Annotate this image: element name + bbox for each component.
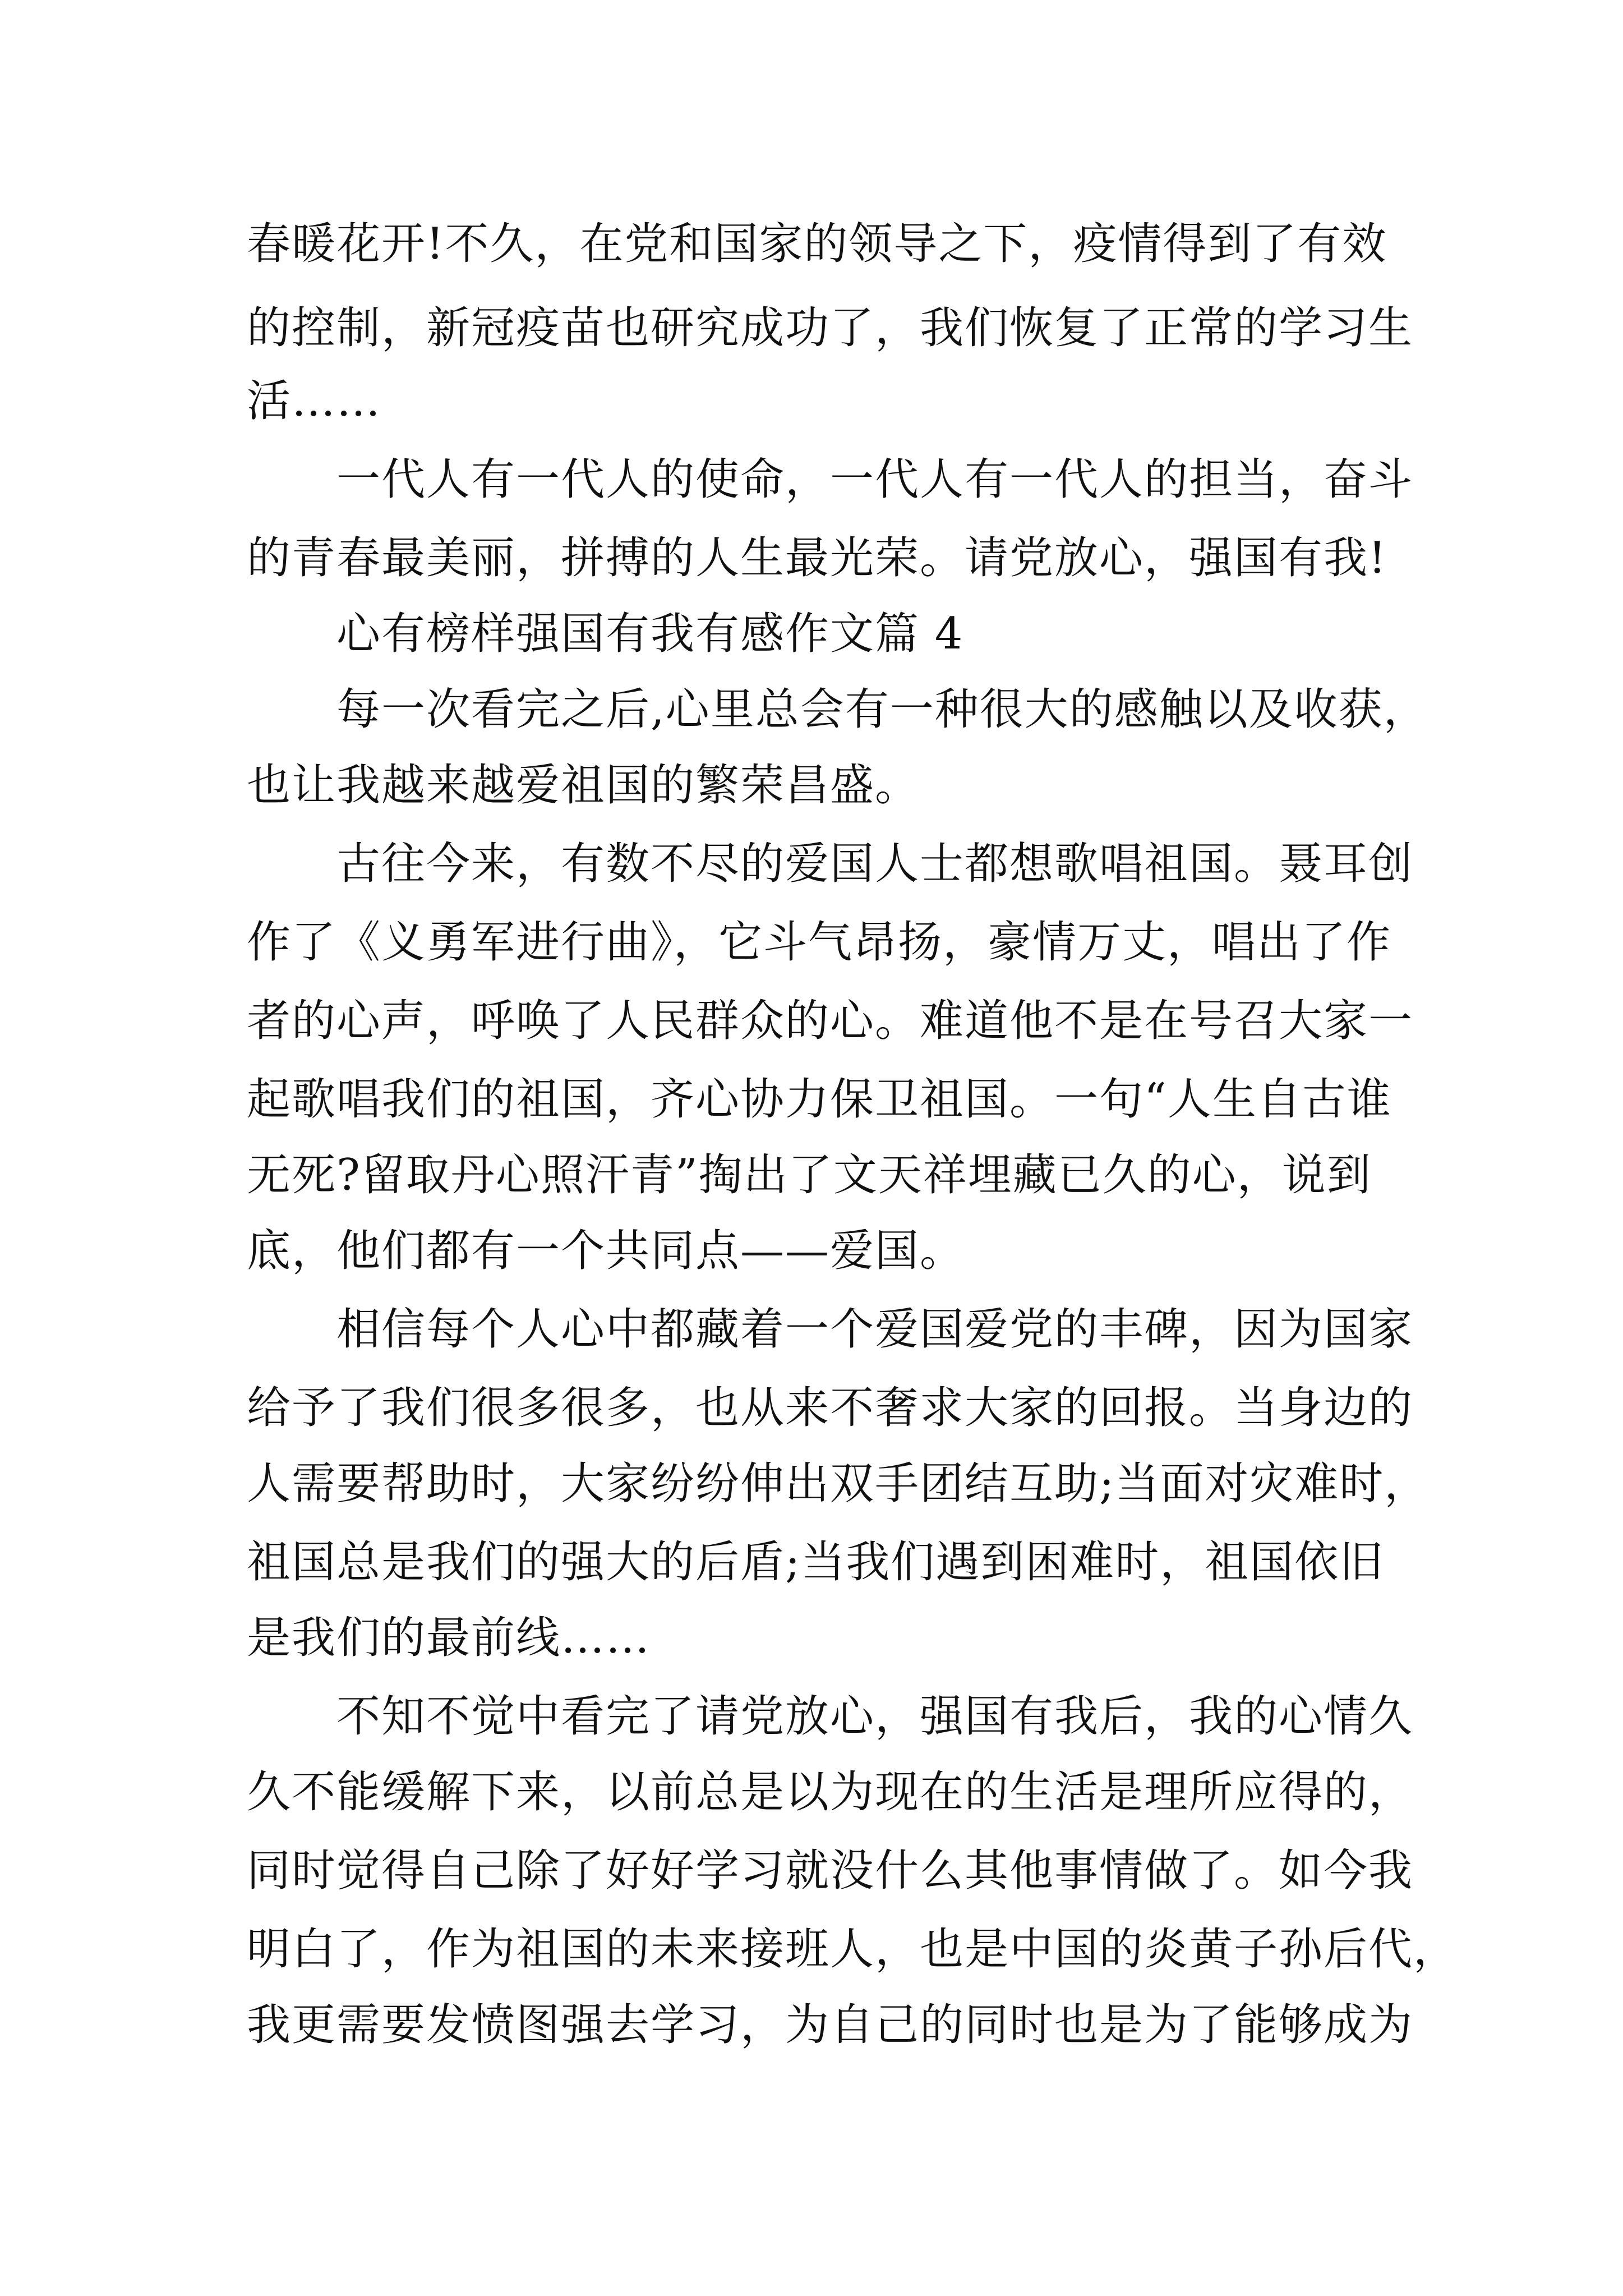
text-line-1: 春暖花开!不久，在党和国家的领导之下，疫情得到了有效 [247,219,1387,269]
text-line-4: 一代人有一代人的使命，一代人有一代人的担当，奋斗 [336,454,1414,505]
text-line-12: 起歌唱我们的祖国，齐心协力保卫祖国。一句“人生自古谁 [247,1074,1392,1125]
text-line-16: 给予了我们很多很多，也从来不奢求大家的回报。当身边的 [247,1383,1414,1433]
text-line-10: 作了《义勇军进行曲》，它斗气昂扬，豪情万丈，唱出了作 [247,917,1392,968]
text-line-19: 是我们的最前线…… [247,1613,651,1663]
text-line-5: 的青春最美丽，拼搏的人生最光荣。请党放心，强国有我! [247,533,1387,583]
text-line-24: 我更需要发愤图强去学习，为自己的同时也是为了能够成为 [247,2000,1414,2050]
text-line-13: 无死?留取丹心照汗青”掏出了文天祥埋藏已久的心，说到 [247,1150,1372,1200]
text-line-8: 也让我越来越爱祖国的繁荣昌盛。 [247,760,920,811]
text-line-9: 古往今来，有数不尽的爱国人士都想歌唱祖国。聂耳创 [336,839,1414,889]
text-line-11: 者的心声，呼唤了人民群众的心。难道他不是在号召大家一 [247,996,1414,1046]
text-line-20: 不知不觉中看完了请党放心，强国有我后，我的心情久 [336,1691,1414,1742]
text-line-2: 的控制，新冠疫苗也研究成功了，我们恢复了正常的学习生 [247,303,1414,353]
text-line-22: 同时觉得自己除了好好学习就没什么其他事情做了。如今我 [247,1846,1414,1896]
text-line-14: 底，他们都有一个共同点——爱国。 [247,1226,965,1276]
section-heading: 心有榜样强国有我有感作文篇 4 [336,609,964,659]
text-line-7: 每一次看完之后,心里总会有一种很大的感触以及收获， [336,684,1428,735]
text-line-23: 明白了，作为祖国的未来接班人，也是中国的炎黄子孙后代， [247,1924,1459,1975]
text-line-15: 相信每个人心中都藏着一个爱国爱党的丰碑，因为国家 [336,1304,1414,1355]
text-line-17: 人需要帮助时，大家纷纷伸出双手团结互助;当面对灾难时， [247,1458,1430,1509]
text-line-18: 祖国总是我们的强大的后盾;当我们遇到困难时，祖国依旧 [247,1537,1385,1588]
text-line-3: 活…… [247,376,382,426]
text-line-21: 久不能缓解下来，以前总是以为现在的生活是理所应得的， [247,1767,1414,1818]
